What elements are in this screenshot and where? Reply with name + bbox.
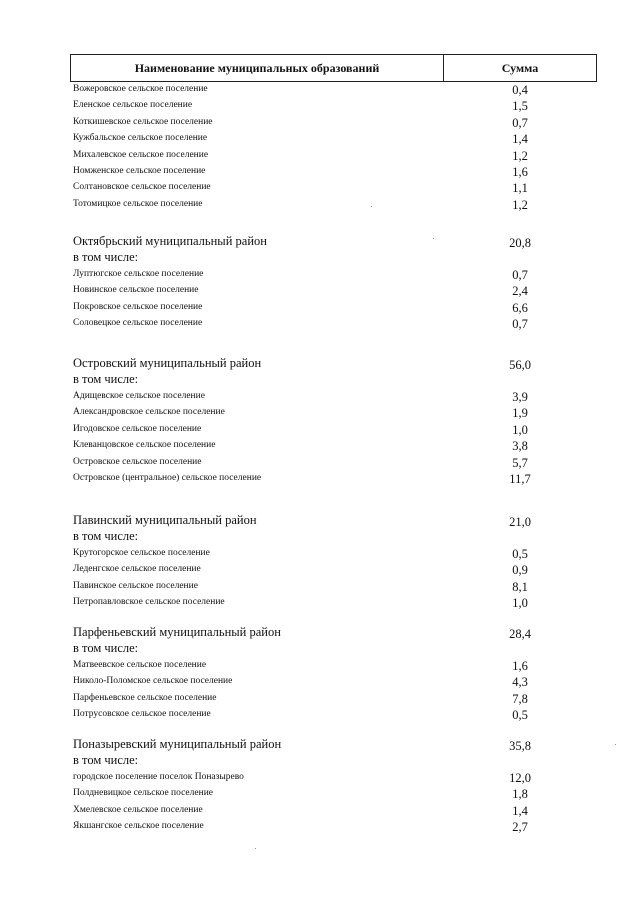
settlement-name: Хмелевское сельское поселение: [73, 804, 203, 815]
scan-speck: [433, 238, 434, 239]
header-name-column: Наименование муниципальных образований: [71, 55, 444, 81]
settlement-sum: 1,4: [512, 132, 528, 147]
settlement-sum: 0,7: [512, 317, 528, 332]
settlement-name: Полдневицкое сельское поселение: [73, 788, 213, 799]
settlement-sum: 0,7: [512, 115, 528, 130]
settlement-sum: 6,6: [512, 300, 528, 315]
settlement-sum: 0,7: [512, 268, 528, 282]
district-subtitle: в том числе:: [73, 372, 139, 386]
settlement-name: Соловецкое сельское поселение: [73, 318, 203, 329]
settlement-sum: 1,0: [512, 422, 528, 437]
settlement-name: Еленское сельское поселение: [73, 100, 193, 111]
settlement-sum: 2,4: [512, 284, 528, 299]
settlement-name: городское поселение поселок Поназырево: [73, 772, 244, 782]
settlement-name: Павинское сельское поселение: [73, 580, 198, 591]
settlement-name: Луптюгское сельское поселение: [73, 269, 204, 279]
district-sum: 35,8: [509, 739, 531, 753]
settlement-name: Леденгское сельское поселение: [73, 564, 201, 575]
settlement-sum: 0,9: [512, 563, 528, 578]
header-sum-column: Сумма: [501, 60, 539, 75]
settlement-sum: 1,2: [512, 197, 528, 212]
district-sum: 21,0: [509, 515, 531, 529]
district-name: Октябрьский муниципальный район: [73, 234, 267, 248]
settlement-name: Адищевское сельское поселение: [73, 391, 205, 401]
settlement-name: Номженское сельское поселение: [73, 166, 206, 176]
settlement-name: Новинское сельское поселение: [73, 285, 199, 296]
district-name: Островский муниципальный район: [73, 356, 262, 370]
settlement-sum: 3,8: [512, 439, 528, 454]
settlement-sum: 1,6: [512, 165, 528, 179]
settlement-sum: 0,5: [512, 708, 528, 723]
settlement-sum: 12,0: [509, 771, 531, 785]
settlement-sum: 1,4: [512, 803, 528, 818]
settlement-sum: 7,8: [512, 691, 528, 706]
settlement-name: Игодовское сельское поселение: [73, 423, 202, 434]
district-subtitle: в том числе:: [73, 529, 139, 543]
settlement-name: Александровское сельское поселение: [73, 407, 225, 418]
settlement-name: Якшангское сельское поселение: [73, 821, 204, 832]
settlement-sum: 1,0: [512, 596, 528, 611]
district-name: Поназыревский муниципальный район: [73, 737, 282, 751]
district-sum: 20,8: [509, 236, 531, 250]
settlement-name: Солтановское сельское поселение: [73, 182, 211, 193]
settlement-name: Тотомицкое сельское поселение: [73, 198, 203, 209]
settlement-sum: 8,1: [512, 579, 528, 594]
settlement-name: Матвеевское сельское поселение: [73, 660, 207, 670]
scan-speck: [255, 848, 256, 849]
settlement-sum: 0,5: [512, 547, 528, 561]
scan-speck: [371, 206, 372, 207]
settlement-sum: 2,7: [512, 820, 528, 835]
district-sum: 56,0: [509, 358, 531, 372]
settlement-name: Парфеньевское сельское поселение: [73, 692, 217, 703]
settlement-sum: 5,7: [512, 455, 528, 470]
settlement-sum: 0,4: [512, 83, 528, 97]
settlement-sum: 1,9: [512, 406, 528, 421]
settlement-name: Михалевское сельское поселение: [73, 149, 209, 160]
settlement-sum: 1,6: [512, 659, 528, 673]
settlement-sum: 11,7: [509, 472, 531, 486]
district-name: Парфеньевский муниципальный район: [73, 625, 281, 639]
settlement-name: Коткишевское сельское поселение: [73, 116, 213, 127]
settlement-name: Потрусовское сельское поселение: [73, 709, 211, 720]
settlement-sum: 3,9: [512, 390, 528, 404]
district-name: Павинский муниципальный район: [73, 513, 257, 527]
settlement-name: Николо-Поломское сельское поселение: [73, 676, 233, 687]
district-sum: 28,4: [509, 627, 531, 641]
settlement-sum: 1,2: [512, 148, 528, 163]
district-subtitle: в том числе:: [73, 753, 139, 767]
scan-speck: [615, 744, 616, 745]
settlement-sum: 1,5: [512, 99, 528, 114]
district-subtitle: в том числе:: [73, 250, 139, 264]
settlement-name: Вожеровское сельское поселение: [73, 84, 208, 94]
settlement-sum: 1,1: [512, 181, 528, 196]
district-subtitle: в том числе:: [73, 641, 139, 655]
settlement-name: Островское сельское поселение: [73, 456, 202, 467]
table-header: [70, 54, 597, 82]
settlement-name: Кужбальское сельское поселение: [73, 133, 208, 144]
settlement-name: Петропавловское сельское поселение: [73, 597, 225, 608]
settlement-name: Крутогорское сельское поселение: [73, 548, 210, 558]
settlement-sum: 4,3: [512, 675, 528, 690]
settlement-name: Островское (центральное) сельское поселение: [73, 473, 262, 483]
settlement-name: Покровское сельское поселение: [73, 301, 203, 312]
settlement-sum: 1,8: [512, 787, 528, 802]
settlement-name: Клеванцовское сельское поселение: [73, 440, 216, 451]
